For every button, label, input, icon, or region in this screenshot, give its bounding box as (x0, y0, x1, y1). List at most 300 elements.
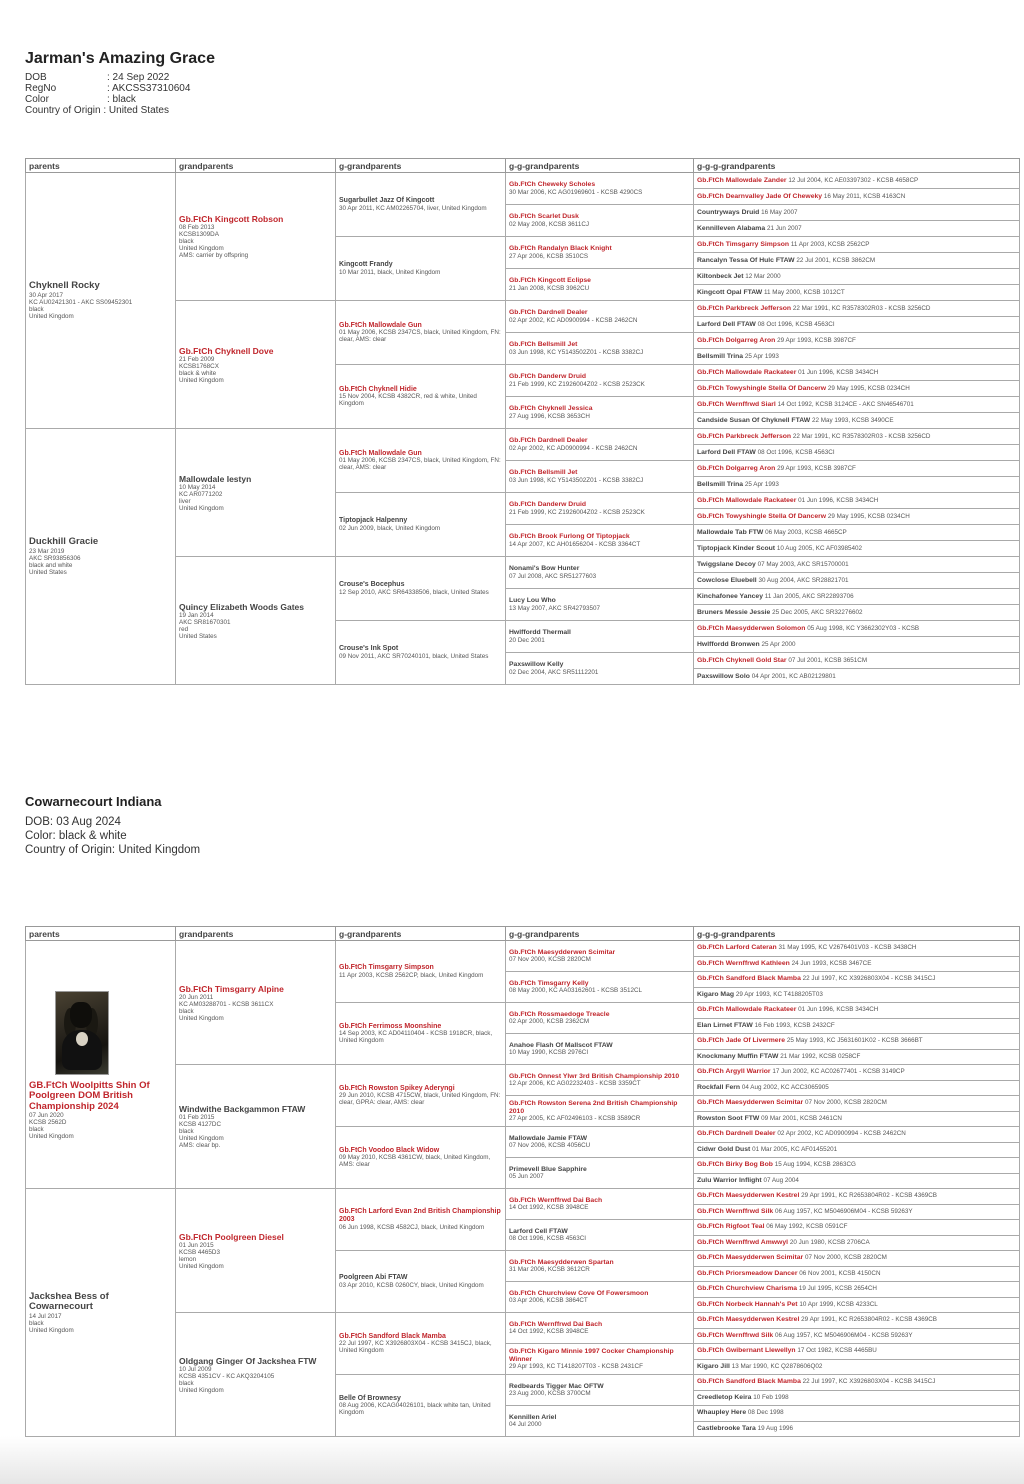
dog-details: 06 Jun 1998, KCSB 4582CJ, black, United Kingdom (339, 1223, 485, 1231)
dog-details: 20 Jun 2011 KC AM03288701 - KCSB 3611CX black United Kingdom (179, 993, 274, 1022)
dog-details: 11 Apr 2003, KCSB 2562CP, black, United Kingdom (339, 971, 484, 979)
dog-name[interactable]: Gb.FtCh Ferrimoss Moonshine (339, 1022, 442, 1030)
dog-name[interactable]: Duckhill Gracie (29, 536, 99, 548)
dog-details: 10 Aug 2005, KC AF03985402 (776, 544, 862, 552)
dog-name[interactable]: Gb.FtCh Danderw Druid (509, 373, 587, 381)
dog-details: 08 Aug 2006, KCAG04026101, black white tan, United Kingdom (339, 1402, 491, 1417)
dog-name[interactable]: Gb.FtCh Chyknell Dove (179, 345, 274, 356)
dog-photo (55, 991, 109, 1075)
pedigree-cell (694, 237, 1020, 253)
dog-name[interactable]: Larford Cell FTAW (509, 1227, 568, 1235)
dog-name[interactable]: Gb.FtCh Argyll Warrior (697, 1068, 771, 1076)
dog-details: 20 Jun 1980, KCSB 2706CA (789, 1238, 870, 1246)
dog-details: 21 Jan 2008, KCSB 3962CU (509, 284, 590, 292)
dog-name[interactable]: Gb.FtCh Maesydderwen Scimitar (697, 1254, 804, 1262)
dog-name[interactable]: Gb.FtCh Poolgreen Diesel (179, 1231, 284, 1242)
dog-name[interactable]: Cidwr Gold Dust (697, 1145, 751, 1153)
pedigree-cell (506, 1375, 694, 1406)
dog-details: 23 Mar 2019 AKC SR93856306 black and white United States (29, 547, 81, 576)
pedigree-cell (694, 1204, 1020, 1220)
pedigree-cell (694, 1003, 1020, 1019)
dog-name[interactable]: Kingcott Frandy (339, 261, 393, 269)
dog-name[interactable]: Gb.FtCh Dolgarreg Aron (697, 336, 776, 344)
pedigree-cell (694, 941, 1020, 957)
dog-name[interactable]: Jackshea Bess of Cowarnecourt (29, 1290, 109, 1312)
pedigree-cell (176, 941, 336, 1065)
dog-name[interactable]: Kingcott Opal FTAW (697, 288, 763, 296)
dog-details: 15 Nov 2004, KCSB 4382CR, red & white, United Kingdom (339, 393, 477, 408)
dog-name[interactable]: Gb.FtCh Chyknell Gold Star (697, 656, 787, 664)
dog-name[interactable]: Gb.FtCh Mallowdale Rackateer (697, 368, 797, 376)
dog-details: 29 Apr 1993, KCSB 3987CF (777, 336, 856, 344)
dog-name[interactable]: Castlebrooke Tara (697, 1424, 756, 1432)
dog-name[interactable]: Zulu Warrior Inflight (697, 1176, 762, 1184)
pedigree-cell (506, 1344, 694, 1375)
pedigree-cell (506, 525, 694, 557)
dog-name[interactable]: Kinchafonee Yancey (697, 592, 763, 600)
pedigree-cell (506, 1003, 694, 1034)
dog-name[interactable]: Gb.FtCh Towyshingle Stella Of Dancerw (697, 512, 827, 520)
dog-details: 01 Jun 1996, KCSB 3434CH (798, 496, 879, 504)
dog-name[interactable]: Gb.FtCh Larford Evan 2nd British Championship 2003 (339, 1208, 501, 1223)
dog-details: 21 Jun 2007 (766, 224, 802, 232)
dog-name[interactable]: Gb.FtCh Maesydderwen Kestrel (697, 1192, 800, 1200)
dog-name[interactable]: Gb.FtCh Mallowdale Rackateer (697, 496, 797, 504)
dog-name[interactable]: Gb.FtCh Kingcott Robson (179, 214, 284, 224)
dog-name[interactable]: Rockfall Fern (697, 1083, 741, 1091)
pedigree-cell (694, 381, 1020, 397)
dog-details: 07 Nov 2000, KCSB 2820CM (804, 1254, 887, 1262)
dog-name[interactable]: Gb.FtCh Scarlet Dusk (509, 213, 579, 221)
dog-name[interactable]: Gb.FtCh Maesydderwen Kestrel (697, 1316, 800, 1324)
dog-name[interactable]: Gb.FtCh Timsgarry Kelly (509, 979, 589, 987)
dog-details: 17 Oct 1982, KCSB 4465BU (797, 1347, 877, 1355)
pedigree-cell (694, 413, 1020, 429)
dog-details: 16 May 2007 (761, 208, 798, 216)
pedigree-cell (694, 397, 1020, 413)
dog-details: 22 Mar 1991, KC R3578302R03 - KCSB 3256CD (792, 304, 931, 312)
dog-name[interactable]: Gb.FtCh Wernffrwd Dai Bach (509, 1320, 603, 1328)
dog-details: 06 Aug 1957, KC M5046906M04 - KCSB 59263Y (774, 1331, 913, 1339)
pedigree-cell (506, 173, 694, 205)
pedigree-cell (506, 589, 694, 621)
dog-name[interactable]: Kennilleven Alabama (697, 224, 766, 232)
pedigree-cell (694, 956, 1020, 972)
pedigree-cell (694, 1235, 1020, 1251)
dog-name[interactable]: Gb.FtCh Wernffrwd Siarl (697, 400, 776, 408)
dog-details: 31 May 1995, KC V2676401V03 - KCSB 3438CH (778, 944, 917, 952)
dog-details: 10 May 1990, KCSB 2976CI (509, 1049, 589, 1057)
pedigree-cell (506, 941, 694, 972)
pedigree-cell (694, 972, 1020, 988)
dog-details: 30 Mar 2006, KC AG01969601 - KCSB 4290CS (509, 188, 643, 196)
dog-name[interactable]: Twiggslane Decoy (697, 560, 756, 568)
dog-name[interactable]: Candside Susan Of Chyknell FTAW (697, 416, 811, 424)
dog-name[interactable]: Gb.FtCh Bellsmill Jet (509, 341, 578, 349)
dog-name[interactable]: Gb.FtCh Brook Furlong Of Tiptopjack (509, 533, 630, 541)
dog-details: 01 May 2006, KCSB 2347CS, black, United Kingdom, FN: clear, AMS: clear (339, 329, 501, 344)
pedigree-cell (694, 1096, 1020, 1112)
dog-name[interactable]: Kigaro Mag (697, 990, 735, 998)
dog-name[interactable]: Countryways Druid (697, 208, 760, 216)
dog-name[interactable]: Gb.FtCh Mallowdale Zander (697, 176, 787, 184)
dog-name[interactable]: Rancalyn Tessa Of Hulc FTAW (697, 256, 795, 264)
pedigree-cell (26, 941, 176, 1189)
dog-name[interactable]: Gb.FtCh Mallowdale Rackateer (697, 1006, 797, 1014)
table-row (26, 173, 1020, 189)
dog-details: 29 Jun 2010, KCSB 4715CW, black, United Kingdom, FN: clear, GPRA: clear, AMS: clear (339, 1092, 501, 1107)
pedigree-cell (506, 1251, 694, 1282)
dog-name[interactable]: Gb.FtCh Churchview Charisma (697, 1285, 798, 1293)
dog-details: 01 Jun 2015 KCSB 4465D3 lemon United Kingdom (179, 1241, 224, 1270)
dog-name[interactable]: Gb.FtCh Gwibernant Llewellyn (697, 1347, 796, 1355)
pedigree-cell (336, 1375, 506, 1437)
pedigree-cell (26, 173, 176, 429)
dog-name[interactable]: Bellsmill Trina (697, 352, 744, 360)
dog-name[interactable]: Gb.FtCh Onnest Ylwr 3rd British Championship 2010 (509, 1072, 680, 1080)
dog-details: 19 Jul 1995, KCSB 2654CH (798, 1285, 877, 1293)
dog-name[interactable]: Paxswillow Kelly (509, 661, 564, 669)
dog-details: 14 Oct 1992, KCSB 3124CE - AKC SN46546701 (777, 400, 914, 408)
dog-details: 01 Jun 1996, KCSB 3434CH (798, 368, 879, 376)
dog-details: 31 Mar 2006, KCSB 3612CR (509, 1266, 590, 1274)
dog-name[interactable]: Chyknell Rocky (29, 280, 100, 292)
dog-name[interactable]: Gb.FtCh Timsgarry Simpson (697, 240, 790, 248)
dog-name[interactable]: Hwlffordd Bronwen (697, 640, 760, 648)
dog-name[interactable]: Crouse's Bocephus (339, 581, 405, 589)
dog-details: 25 Apr 1993 (744, 480, 779, 488)
pedigree-cell (506, 1282, 694, 1313)
dog-name[interactable]: Poolgreen Abi FTAW (339, 1274, 408, 1282)
dog-name[interactable]: Gb.FtCh Timsgarry Alpine (179, 983, 284, 994)
pedigree-table-2 (25, 926, 1020, 1437)
pedigree-cell (694, 557, 1020, 573)
pedigree-cell (336, 1003, 506, 1065)
pedigree-cell (506, 365, 694, 397)
dog-name[interactable]: Gb.FtCh Rigfoot Teal (697, 1223, 765, 1231)
pedigree-cell (694, 477, 1020, 493)
dog-details: 10 Feb 1998 (753, 1393, 789, 1401)
pedigree-cell (694, 1251, 1020, 1267)
dog-name[interactable]: Windwithe Backgammon FTAW (179, 1104, 306, 1114)
pedigree-cell (336, 1065, 506, 1127)
pedigree-cell (176, 1313, 336, 1437)
dog-name[interactable]: Elan Lirnet FTAW (697, 1021, 753, 1029)
dog-name[interactable]: Creedletop Keira (697, 1393, 752, 1401)
dog-name[interactable]: Anahoe Flash Of Mallscot FTAW (509, 1041, 613, 1049)
dog-name[interactable]: Gb.FtCh Wernffrwd Silk (697, 1207, 774, 1215)
dog-name[interactable]: Gb.FtCh Parkbreck Jefferson (697, 432, 792, 440)
pedigree-cell (694, 301, 1020, 317)
dog-details: 03 Jun 1998, KC Y5143502Z01 - KCSB 3382CJ (509, 348, 644, 356)
pedigree-cell (336, 237, 506, 301)
pedigree-cell (694, 1359, 1020, 1375)
dog-name[interactable]: Hwlffordd Thermall (509, 629, 571, 637)
dog-details: 27 Aug 1996, KCSB 3653CH (509, 412, 590, 420)
dog-details: 01 Feb 2015 KCSB 4127DC black United Kingdom AMS: clear bp. (179, 1114, 224, 1149)
dog-details: 10 Jul 2009 KCSB 4351CV - KC AKQ3204105 black United Kingdom (179, 1365, 275, 1394)
dog-details: 01 Jun 1996, KCSB 3434CH (798, 1006, 879, 1014)
pedigree-cell (336, 1189, 506, 1251)
dog-details: 02 May 2008, KCSB 3611CJ (509, 220, 590, 228)
pedigree-cell (176, 429, 336, 557)
dog-name[interactable]: Gb.FtCh Dearnvalley Jade Of Cheweky (697, 192, 823, 200)
dog-details: 25 Dec 2005, AKC SR32276602 (772, 608, 863, 616)
dog-details: 20 Dec 2001 (509, 636, 545, 644)
dog-name[interactable]: Quincy Elizabeth Woods Gates (179, 601, 305, 612)
dog-details: 27 Apr 2006, KCSB 3510CS (509, 252, 589, 260)
dog-details: 07 Nov 2000, KCSB 2820CM (804, 1099, 887, 1107)
dog-name[interactable]: Gb.FtCh Jade Of Livermere (697, 1037, 786, 1045)
dog-details: 06 May 1992, KCSB 0591CF (766, 1223, 848, 1231)
dog-name[interactable]: Gb.FtCh Randalyn Black Knight (509, 245, 612, 253)
pedigree-cell (176, 1065, 336, 1189)
pedigree-cell (694, 1313, 1020, 1329)
dog-details: 08 Feb 2013 KCSB1309DA black United Kingdom AMS: carrier by offspring (179, 224, 249, 259)
dog-name[interactable]: Gb.FtCh Sandford Black Mamba (697, 975, 801, 983)
pedigree-cell (694, 1158, 1020, 1174)
dog-details: 14 Oct 1992, KCSB 3948CE (509, 1204, 589, 1212)
dog1-color: Color : black (25, 94, 136, 105)
dog-details: 07 Nov 2006, KCSB 4056CU (509, 1142, 591, 1150)
dog-details: 10 May 2014 KC AR0771202 liver United Kingdom (179, 483, 224, 512)
dog-name[interactable]: Crouse's Ink Spot (339, 645, 399, 653)
dog1-regno: RegNo : AKCSS37310604 (25, 83, 191, 94)
dog-details: 08 May 2000, KC AA03162601 - KCSB 3512CL (509, 987, 643, 995)
dog-details: 12 Apr 2006, KC AG02232403 - KCSB 3359CT (509, 1080, 641, 1088)
dog-details: 04 Aug 2002, KC ACC3065905 (741, 1083, 829, 1091)
dog-name[interactable]: Gb.FtCh Dolgarreg Aron (697, 464, 776, 472)
pedigree-cell (694, 349, 1020, 365)
dog-name[interactable]: Gb.FtCh Wernffrwd Dai Bach (509, 1196, 603, 1204)
dog-name[interactable]: Tiptopjack Kinder Scout (697, 544, 776, 552)
dog-name[interactable]: Gb.FtCh Churchview Cove Of Fowersmoon (509, 1289, 649, 1297)
dog-details: 03 Apr 2006, KCSB 3864CT (509, 1297, 588, 1305)
pedigree-cell (694, 253, 1020, 269)
dog-details: 14 Apr 2007, KC AH01656204 - KCSB 3364CT (509, 540, 641, 548)
dog-name[interactable]: Gb.FtCh Maesydderwen Scimitar (697, 1099, 804, 1107)
dog-name[interactable]: Gb.FtCh Kingcott Eclipse (509, 277, 591, 285)
pedigree-cell (694, 621, 1020, 637)
dog-name[interactable]: Gb.FtCh Priorsmeadow Dancer (697, 1269, 798, 1277)
dog-name[interactable]: Tiptopjack Halpenny (339, 517, 408, 525)
pedigree-cell (694, 509, 1020, 525)
dog-name[interactable]: Mallowdale Iestyn (179, 473, 252, 484)
pedigree-cell (694, 1065, 1020, 1081)
dog-name[interactable]: Gb.FtCh Danderw Druid (509, 501, 587, 509)
dog-name[interactable]: Oldgang Ginger Of Jackshea FTW (179, 1355, 317, 1366)
dog1-country: Country of Origin : United States (25, 105, 169, 116)
pedigree-cell (694, 1189, 1020, 1205)
dog-details: 01 May 2006, KCSB 2347CS, black, United Kingdom, FN: clear, AMS: clear (339, 457, 501, 472)
dog-name[interactable]: Larford Dell FTAW (697, 448, 756, 456)
dog-name[interactable]: Kiltonbeck Jet (697, 272, 744, 280)
dog-name[interactable]: Gb.FtCh Birky Bog Bob (697, 1161, 773, 1169)
pedigree-cell (506, 1220, 694, 1251)
pedigree-cell (506, 1406, 694, 1437)
dog-name[interactable]: Gb.FtCh Chyknell Hidie (339, 385, 417, 393)
pedigree-cell (694, 365, 1020, 381)
dog-details: 21 Feb 1999, KC Z1926004Z02 - KCSB 2523CK (509, 380, 645, 388)
dog-name[interactable]: Gb.FtCh Wernffrwd Kathleen (697, 959, 790, 967)
dog-details: 21 Mar 1992, KCSB 0258CF (780, 1052, 861, 1060)
dog-name[interactable]: Bruners Messie Jessie (697, 608, 771, 616)
pedigree-cell (26, 1189, 176, 1437)
dog-name[interactable]: Primevell Blue Sapphire (509, 1165, 587, 1173)
dog2-dob: DOB: 03 Aug 2024 (25, 816, 121, 828)
pedigree-cell (506, 972, 694, 1003)
pedigree-cell (694, 205, 1020, 221)
dog-name[interactable]: Gb.FtCh Kigaro Minnie 1997 Cocker Championship Winner (509, 1347, 674, 1363)
pedigree-cell (506, 1065, 694, 1096)
dog-details: 02 Dec 2004, AKC SR51112201 (509, 668, 599, 676)
dog-details: 12 Mar 2000 (745, 272, 781, 280)
pedigree-cell (506, 621, 694, 653)
column-header-grandparents: grandparents (176, 159, 336, 173)
dog-name[interactable]: Mallowdale Tab FTW (697, 528, 764, 536)
dog-details: 06 Nov 2001, KCSB 4150CN (799, 1269, 881, 1277)
dog-name[interactable]: Gb.FtCh Bellsmill Jet (509, 469, 578, 477)
dog-name[interactable]: Gb.FtCh Rowston Spikey Aderyngi (339, 1084, 455, 1092)
dog-name[interactable]: Kennillen Ariel (509, 1413, 557, 1421)
dog-details: 10 Apr 1999, KCSB 4233CL (799, 1300, 878, 1308)
pedigree-cell (506, 1158, 694, 1189)
dog-name[interactable]: Mallowdale Jamie FTAW (509, 1134, 588, 1142)
dog-name[interactable]: Gb.FtCh Timsgarry Simpson (339, 964, 434, 972)
dog-details: 09 Nov 2011, AKC SR70240101, black, United States (339, 652, 489, 660)
dog-name[interactable]: Cowclose Eluebell (697, 576, 757, 584)
pedigree-cell (506, 429, 694, 461)
dog-details: 09 Mar 2001, KCSB 2461CN (761, 1114, 842, 1122)
dog-name[interactable]: Rowston Soot FTW (697, 1114, 760, 1122)
dog-details: 04 Jul 2000 (509, 1421, 542, 1429)
dog-details: 07 Nov 2000, KCSB 2820CM (509, 956, 591, 964)
dog-details: 30 Apr 2017 KC AU02421301 - AKC SS09452301 black United Kingdom (29, 291, 133, 320)
bottom-shade (0, 1436, 1024, 1484)
dog-name[interactable]: Gb.FtCh Chyknell Jessica (509, 405, 593, 413)
dog-name[interactable]: Gb.FtCh Voodoo Black Widow (339, 1146, 440, 1154)
dog-name[interactable]: Whaupley Here (697, 1409, 747, 1417)
pedigree-cell (694, 987, 1020, 1003)
dog-name[interactable]: Gb.FtCh Sandford Black Mamba (697, 1378, 801, 1386)
dog-details: 14 Oct 1992, KCSB 3948CE (509, 1328, 589, 1336)
dog-name[interactable]: Gb.FtCh Dardnell Dealer (509, 309, 588, 317)
dog-name[interactable]: Gb.FtCh Rossmaedoge Treacle (509, 1010, 610, 1018)
pedigree-cell (694, 637, 1020, 653)
dog-name[interactable]: Gb.FtCh Parkbreck Jefferson (697, 304, 792, 312)
dog-name[interactable]: Gb.FtCh Sandford Black Mamba (339, 1332, 446, 1340)
dog-details: 04 Apr 2001, KC AB02129801 (751, 672, 836, 680)
pedigree-cell (694, 653, 1020, 669)
dog-name[interactable]: Sugarbullet Jazz Of Kingcott (339, 197, 435, 205)
dog-name[interactable]: Gb.FtCh Norbeck Hannah's Pet (697, 1300, 798, 1308)
dog2-header (25, 794, 200, 857)
pedigree-cell (336, 1127, 506, 1189)
pedigree-cell (694, 173, 1020, 189)
dog-name[interactable]: Gb.FtCh Maesydderwen Spartan (509, 1258, 614, 1266)
pedigree-cell (336, 1251, 506, 1313)
pedigree-cell (336, 365, 506, 429)
pedigree-cell (506, 1313, 694, 1344)
pedigree-cell (694, 1142, 1020, 1158)
dog-name[interactable]: Gb.FtCh Dardnell Dealer (509, 437, 588, 445)
pedigree-cell (506, 557, 694, 589)
dog1-header (25, 50, 215, 116)
dog-name[interactable]: Kigaro Jill (697, 1362, 730, 1370)
dog-details: 05 Aug 1998, KC Y3662302Y03 - KCSB (807, 624, 920, 632)
dog-name[interactable]: Gb.FtCh Maesydderwen Scimitar (509, 948, 616, 956)
table-row (26, 301, 1020, 317)
pedigree-cell (694, 285, 1020, 301)
dog-name[interactable]: Gb.FtCh Mallowdale Gun (339, 321, 422, 329)
dog-details: 22 Mar 1991, KC R3578302R03 - KCSB 3256CD (792, 432, 931, 440)
pedigree-cell (506, 653, 694, 685)
dog-name[interactable]: GB.FtCh Woolpitts Shin Of Poolgreen DOM British Championship 2024 (29, 1079, 150, 1112)
table-row (26, 557, 1020, 573)
pedigree-cell (694, 1344, 1020, 1360)
dog-name[interactable]: Gb.FtCh Maesydderwen Solomon (697, 624, 806, 632)
pedigree-cell (694, 317, 1020, 333)
dog-name[interactable]: Knockmany Muffin FTAW (697, 1052, 779, 1060)
pedigree-table-1 (25, 158, 1020, 685)
dog-details: 29 Apr 1993, KC T4188205T03 (735, 990, 823, 998)
dog-name[interactable]: Lucy Lou Who (509, 597, 556, 605)
dog-details: 16 Feb 1993, KCSB 2432CF (754, 1021, 835, 1029)
dog-name[interactable]: Bellsmill Trina (697, 480, 744, 488)
pedigree-cell (506, 333, 694, 365)
dog-name[interactable]: Belle Of Brownesy (339, 1394, 401, 1402)
dog-name[interactable]: Paxswillow Solo (697, 672, 750, 680)
pedigree-cell (694, 1406, 1020, 1422)
dog-details: 17 Jun 2002, KC AC02677401 - KCSB 3149CP (772, 1068, 905, 1076)
dog-name[interactable]: Larford Dell FTAW (697, 320, 756, 328)
dog-details: 30 Aug 2004, AKC SR28821701 (758, 576, 849, 584)
column-header-gggp: g-g-grandparents (506, 927, 694, 941)
dog-name[interactable]: Gb.FtCh Rowston Serena 2nd British Championship 2010 (509, 1099, 678, 1115)
dog-details: 22 May 1993, KCSB 3490CE (811, 416, 894, 424)
dog-name[interactable]: Gb.FtCh Dardnell Dealer (697, 1130, 776, 1138)
dog-name[interactable]: Redbeards Tigger Mac OFTW (509, 1382, 604, 1390)
dog-details: 21 Feb 1999, KC Z1926004Z02 - KCSB 2523CK (509, 508, 645, 516)
dog-details: 13 Mar 1990, KC Q2878606Q02 (731, 1362, 823, 1370)
pedigree-cell (694, 493, 1020, 509)
dog-name[interactable]: Gb.FtCh Mallowdale Gun (339, 449, 422, 457)
dog-details: 08 Oct 1996, KCSB 4563CI (509, 1235, 587, 1243)
dog-details: 14 Jul 2017 black United Kingdom (29, 1312, 74, 1334)
dog-name[interactable]: Gb.FtCh Towyshingle Stella Of Dancerw (697, 384, 827, 392)
dog-details: 02 Apr 2002, KC AD0900994 - KCSB 2462CN (509, 444, 638, 452)
dog-details: 19 Jan 2014 AKC SR81670301 red United States (179, 611, 231, 640)
dog-name[interactable]: Gb.FtCh Larford Cateran (697, 944, 777, 952)
pedigree-cell (176, 1189, 336, 1313)
dog-details: 02 Apr 2000, KCSB 2362CM (509, 1018, 590, 1026)
table-row (26, 1313, 1020, 1329)
dog-name[interactable]: Gb.FtCh Wernffrwd Silk (697, 1331, 774, 1339)
pedigree-cell (506, 397, 694, 429)
dog-name[interactable]: Gb.FtCh Cheweky Scholes (509, 181, 596, 189)
dog-details: 06 May 2003, KCSB 4665CP (765, 528, 847, 536)
pedigree-cell (694, 1018, 1020, 1034)
dog-details: 14 Sep 2003, KC AD04110404 - KCSB 1918CR, black, United Kingdom (339, 1030, 493, 1045)
dog-details: 11 Jan 2005, AKC SR22893706 (764, 592, 854, 600)
dog-name[interactable]: Gb.FtCh Wernffrwd Amwwyl (697, 1238, 789, 1246)
dog-details: 25 May 1993, KC J5631601K02 - KCSB 3666BT (786, 1037, 923, 1045)
table-row (26, 1065, 1020, 1081)
pedigree-cell (694, 189, 1020, 205)
dog-name[interactable]: Nonami's Bow Hunter (509, 565, 580, 573)
pedigree-cell (694, 1421, 1020, 1437)
pedigree-cell (506, 269, 694, 301)
